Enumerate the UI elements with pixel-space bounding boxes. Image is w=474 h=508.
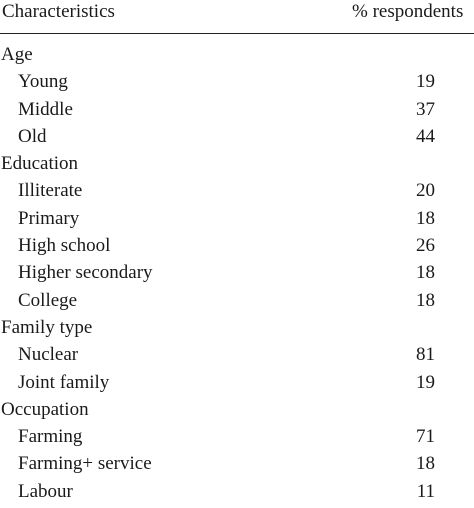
table-row [0,180,474,207]
table-row [0,235,474,262]
row-value: 81 [416,344,435,366]
table-group-row [0,44,474,71]
row-label: Old [18,125,47,147]
table-group-row [0,153,474,180]
row-value: 26 [416,235,435,257]
row-label: Young [18,71,68,93]
row-label: Labour [18,480,73,502]
group-label: Education [1,153,79,175]
table-group-row [0,317,474,344]
group-label: Family type [1,316,93,338]
row-label: Higher secondary [18,262,153,284]
table-row [0,126,474,153]
row-label: Middle [18,98,73,120]
row-value: 37 [416,98,435,120]
row-label: Farming+ service [18,453,152,475]
header-characteristics: Characteristics [2,1,115,22]
row-value: 44 [416,125,435,147]
row-value: 11 [416,480,435,502]
table-row [0,481,474,508]
row-value: 18 [416,453,435,475]
header-rule [0,33,474,34]
table-row [0,262,474,289]
row-label: College [18,289,78,311]
table-row [0,344,474,371]
table-row [0,426,474,453]
table-row [0,290,474,317]
row-value: 71 [416,426,435,448]
table-row [0,71,474,98]
row-value: 19 [416,71,435,93]
row-label: Primary [18,207,80,229]
table-row [0,208,474,235]
row-label: High school [18,235,111,257]
row-label: Illiterate [18,180,83,202]
row-label: Joint family [18,371,110,393]
table-row [0,453,474,480]
row-label: Farming [18,426,83,448]
row-value: 18 [416,207,435,229]
row-value: 20 [416,180,435,202]
table-row [0,99,474,126]
header-respondents: % respondents [352,1,464,22]
table-body [0,44,474,508]
group-label: Occupation [1,398,89,420]
group-label: Age [1,44,33,65]
table-row [0,372,474,399]
row-value: 18 [416,289,435,311]
row-label: Nuclear [18,344,79,366]
table-group-row [0,399,474,426]
row-value: 19 [416,371,435,393]
table-header [0,0,474,31]
row-value: 18 [416,262,435,284]
